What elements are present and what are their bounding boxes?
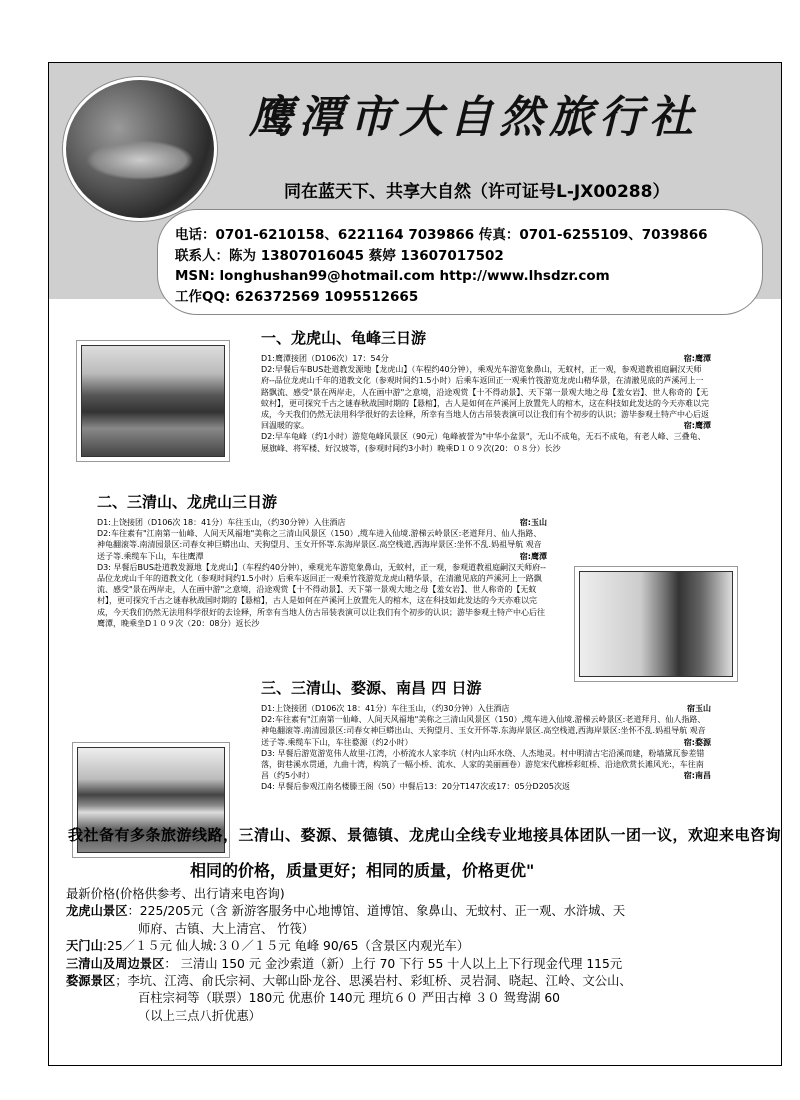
section-1-title: 一、龙虎山、龟峰三日游 xyxy=(261,329,427,347)
section-2-title: 二、三清山、龙虎山三日游 xyxy=(97,493,278,511)
msn-web-line: MSN: longhushan99@hotmail.com http://www.lhsdzr.com xyxy=(175,268,610,284)
section-2-itinerary xyxy=(97,517,547,629)
day-item: 宿:玉山 D1:上饶接团（D106次 18：41分）车往玉山，（约30分钟）入住酒店 xyxy=(97,518,547,527)
lodging-tag: 宿:鹰潭 xyxy=(683,421,711,431)
price-quality-slogan: 相同的价格，质量更好；相同的质量，价格更优" xyxy=(190,861,535,880)
price-item: 婺源景区；李坑、江湾、俞氏宗祠、大鄣山卧龙谷、思溪岩村、彩虹桥、灵岩洞、晓起、江岭、文公山、 xyxy=(66,974,632,989)
day-item: D4: 早餐后参观江南名楼滕王阁（50）中餐后13：20分T147次或17：05分D205次返 xyxy=(261,782,570,792)
lodging-tag: 宿:南昌 xyxy=(683,771,711,781)
contact-info xyxy=(175,225,708,307)
section-3-title: 三、三清山、婺源、南昌 四 日游 xyxy=(261,679,482,697)
longhushan-photo xyxy=(81,345,225,457)
agency-title: 鹰潭市大自然旅行社 xyxy=(249,92,699,143)
price-intro: 最新价格(价格供参考、出行请来电咨询) xyxy=(66,887,285,901)
lodging-tag: 宿:玉山 xyxy=(519,518,547,527)
landscape-logo-photo xyxy=(63,77,217,221)
price-item: 龙虎山景区：225/205元（含 新游客服务中心地博馆、道博馆、象鼻山、无蚊村、正一观、水浒城、天 xyxy=(66,904,626,919)
day-item: D2:早车龟峰（约1小时）游览龟峰风景区（90元）龟峰被誉为"中华小盆景"，无山不成龟，无石不成龟，有老人峰、三叠龟、展旗峰、将军楼、好汉坡等，(参观时间约3小时）晚乘D１０９次(20：０８分）长沙 xyxy=(261,432,706,453)
price-item-cont: 百柱宗祠等（联票）180元 优惠价 140元 理坑６０ 严田古樟 ３０ 鸳鸯湖 60 xyxy=(138,991,560,1006)
statue-photo xyxy=(579,571,733,677)
day-item: 宿玉山 D1:上饶接团（D106次 18：41分）车往玉山，（约30分钟）入住酒店 xyxy=(261,704,711,713)
price-item: 三清山及周边景区： 三清山 150 元 金沙索道（新）上行 70 下行 55 十人以上上下行现金代理 115元 xyxy=(66,956,623,971)
day-item: D2:车往素有"江南第一仙峰、人间天风福地"美称之三清山风景区（150）,缆车进入仙境.游梯云岭景区:老道拜月、仙人指路、神龟翻滚等.南清园景区:司春女神巨蟒出山、天狗望月、玉女开怀等.东海岸景区.高空栈道,西海岸景区:坐怀不乱.妈祖导航 观音送子等.乘缆车下山，车往鹰潭 宿:鹰潭 xyxy=(97,529,547,561)
section-3-itinerary xyxy=(261,703,711,793)
lodging-tag: 宿:婺源 xyxy=(683,737,711,747)
route-banner: 我社备有多条旅游线路，三清山、婺源、景德镇、龙虎山全线专业地接具体团队一团一议，欢迎来电咨询 xyxy=(68,826,782,844)
qq-line: 工作QQ: 626372569 1095512665 xyxy=(175,288,419,305)
lodging-tag: 宿:鹰潭 xyxy=(519,551,547,561)
price-item-cont: 师府、古镇、大上清宫、 竹筏） xyxy=(138,921,315,936)
price-item: 天门山:25／１５元 仙人城:３０／１５元 龟峰 90/65（含景区内观光车） xyxy=(66,939,470,954)
slogan: 同在蓝天下、共享大自然（许可证号L-JX00288） xyxy=(284,182,670,202)
day-item: D3: 早餐后游览游览伟人故里-江湾，小桥流水人家李坑（村内山环水绕、人杰地灵。村中明清古宅沿溪而建，粉墙黛瓦参差错落，街巷溪水贯通，九曲十湾，构筑了一幅小桥、流水、人家的美丽画卷）游览宋代廊桥彩虹桥、沿途欣赏长滩风光:，车往南昌（约5小时） 宿:南昌 xyxy=(261,748,711,781)
lodging-tag: 宿玉山 xyxy=(687,704,711,713)
day-item: 宿:鹰潭 D1:鹰潭接团（D106次）17：54分 xyxy=(261,354,711,363)
discount-note: （以上三点八折优惠） xyxy=(138,1008,261,1023)
day-item: D2:车往素有"江南第一仙峰、人间天风福地"美称之三清山风景区（150）,缆车进入仙境.游梯云岭景区:老道拜月、仙人指路、神龟翻滚等.南清园景区:司春女神巨蟒出山、天狗望月、玉女开怀等.东海岸景区.高空栈道,西海岸景区:坐怀不乱.妈祖导航 观音送子等.乘缆车下山，车往婺源（约2小时） 宿:婺源 xyxy=(261,715,711,747)
price-list xyxy=(66,886,632,1025)
day-item: D2:早餐后车BUS赴道教发源地【龙虎山】（车程约40分钟），乘观光车游览象鼻山，无蚊村，正一观，参观道教祖庭嗣汉天师府--品位龙虎山千年的道教文化（参观时间约1.5小时）后乘车返回正一观乘竹筏游览龙虎山精华景，在清澈见底的芦溪河上一路飘流、感受"景在两岸走，人在画中游"之意境，沿途观赏【十不得动景】、天下第一景观大地之母【羞女岩】、世人称奇的【无蚊村】，更可探究千古之谜春秋战国时期的【悬棺】，古人是如何在芦溪河上放置先人的棺木，这在科技如此发达的今天亦难以完成，今天我们仍然无法用科学很好的去诠释，所幸有当地人仿古吊装表演可以让我们有个初步的认识；游毕参观土特产中心后返回温暖的家。 宿:鹰潭 xyxy=(261,365,711,431)
section-1-itinerary xyxy=(261,353,711,454)
lodging-tag: 宿:鹰潭 xyxy=(683,354,711,363)
phone-fax-line: 电话：0701-6210158、6221164 7039866 传真：0701-6255109、7039866 xyxy=(175,227,708,243)
contact-person-line: 联系人：陈为 13807016045 蔡婷 13607017502 xyxy=(175,247,504,264)
day-item: D3: 早餐后BUS赴道教发源地【龙虎山】（车程约40分钟），乘观光车游览象鼻山，无蚊村，正一观，参观道教祖庭嗣汉天师府--品位龙虎山千年的道教文化（参观时间约1.5小时）后乘车返回正一观乘竹筏游览龙虎山精华景，在清澈见底的芦溪河上一路飘流、感受"景在两岸走，人在画中游"之意境，沿途观赏【十不得动景】、天下第一景观大地之母【羞女岩】、世人称奇的【无蚊村】，更可探究千古之谜春秋战国时期的【悬棺】，古人是如何在芦溪河上放置先人的棺木，这在科技如此发达的今天亦难以完成，今天我们仍然无法用科学很好的去诠释，所幸有当地人仿古吊装表演可以让我们有个初步的认识；游毕参观土特产中心后往鹰潭，晚乘坐D１０９次（20：08分）返长沙 xyxy=(97,562,546,628)
